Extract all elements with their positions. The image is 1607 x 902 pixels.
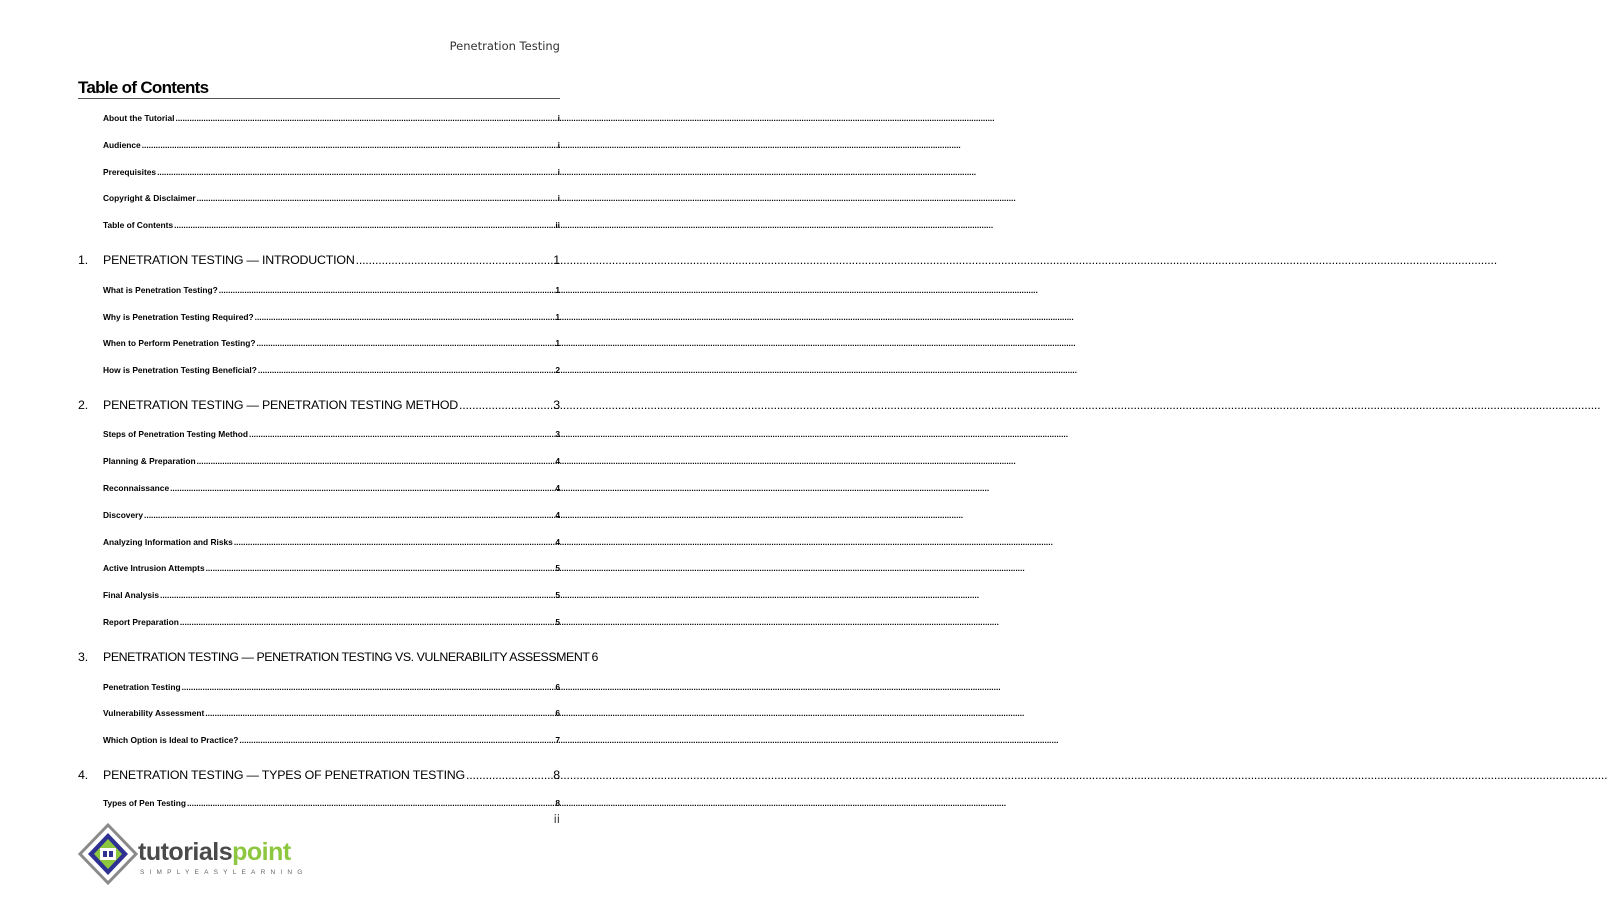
dot-leader bbox=[180, 617, 554, 627]
toc-entry-page: 5 bbox=[555, 590, 560, 600]
toc-entry-text: About the Tutorial bbox=[103, 113, 175, 123]
toc-chapter[interactable] bbox=[78, 650, 599, 664]
svg-text:tutorialspoint: tutorialspoint bbox=[138, 838, 291, 866]
chapter-number: 1. bbox=[78, 253, 88, 267]
toc-entry[interactable] bbox=[103, 113, 560, 123]
tutorialspoint-logo bbox=[76, 822, 308, 886]
toc-entry[interactable] bbox=[103, 798, 560, 808]
toc-chapter[interactable] bbox=[78, 398, 560, 412]
toc-entry-text: When to Perform Penetration Testing? bbox=[103, 338, 256, 348]
dot-leader bbox=[182, 682, 555, 692]
toc-entry-page: i bbox=[557, 113, 560, 123]
dot-leader bbox=[174, 220, 554, 230]
dot-leader bbox=[206, 563, 555, 573]
toc-entry-text: Copyright & Disclaimer bbox=[103, 193, 196, 203]
toc-entry-text: Active Intrusion Attempts bbox=[103, 563, 205, 573]
toc-entry-text: Final Analysis bbox=[103, 590, 160, 600]
chapter-number: 3. bbox=[78, 650, 88, 664]
toc-entry-text: Types of Pen Testing bbox=[103, 798, 186, 808]
toc-entry-page: 6 bbox=[555, 682, 560, 692]
chapter-page: 8 bbox=[553, 768, 560, 782]
toc-entry-page: 4 bbox=[555, 537, 560, 547]
svg-text:SIMPLYEASYLEARNING: SIMPLYEASYLEARNING bbox=[140, 869, 308, 876]
toc-entry-page: 5 bbox=[555, 617, 560, 627]
page-number: ii bbox=[553, 812, 560, 826]
toc-entry-page: 4 bbox=[555, 483, 560, 493]
toc-entry[interactable] bbox=[103, 537, 560, 547]
toc-entry-text: What is Penetration Testing? bbox=[103, 285, 218, 295]
toc-entry[interactable] bbox=[103, 708, 560, 718]
toc-entry-page: 4 bbox=[555, 456, 560, 466]
toc-entry[interactable] bbox=[103, 682, 560, 692]
toc-entry-page: 7 bbox=[555, 735, 560, 745]
toc-entry-text: Penetration Testing bbox=[103, 682, 181, 692]
toc-entry[interactable] bbox=[103, 563, 560, 573]
toc-entry[interactable] bbox=[103, 338, 560, 348]
toc-heading: Table of Contents bbox=[78, 78, 209, 97]
toc-entry-page: 2 bbox=[555, 365, 560, 375]
heading-rule bbox=[78, 98, 560, 99]
dot-leader bbox=[466, 768, 552, 782]
toc-entry-page: i bbox=[557, 167, 560, 177]
dot-leader bbox=[142, 140, 557, 150]
toc-entry-page: 6 bbox=[555, 708, 560, 718]
dot-leader bbox=[356, 253, 553, 267]
dot-leader bbox=[144, 510, 554, 520]
toc-entry[interactable] bbox=[103, 220, 560, 230]
toc-entry[interactable] bbox=[103, 429, 560, 439]
dot-leader bbox=[256, 338, 554, 348]
chapter-title: PENETRATION TESTING — PENETRATION TESTING VS. VULNERABILITY ASSESSMENT bbox=[103, 650, 590, 664]
toc-entry[interactable] bbox=[103, 456, 560, 466]
toc-entry-page: 8 bbox=[555, 798, 560, 808]
toc-entry[interactable] bbox=[103, 483, 560, 493]
toc-entry-text: Vulnerability Assessment bbox=[103, 708, 205, 718]
chapter-number: 4. bbox=[78, 768, 88, 782]
toc-entry[interactable] bbox=[103, 735, 560, 745]
toc-entry-text: Audience bbox=[103, 140, 141, 150]
dot-leader bbox=[160, 590, 554, 600]
toc-entry-page: 3 bbox=[555, 429, 560, 439]
dot-leader bbox=[187, 798, 554, 808]
dot-leader bbox=[176, 113, 557, 123]
chapter-title: PENETRATION TESTING — PENETRATION TESTING METHOD bbox=[103, 398, 459, 412]
toc-entry-text: Report Preparation bbox=[103, 617, 179, 627]
toc-entry-text: Reconnaissance bbox=[103, 483, 170, 493]
dot-leader bbox=[234, 537, 554, 547]
toc-entry-text: Why is Penetration Testing Required? bbox=[103, 312, 254, 322]
dot-leader bbox=[249, 429, 554, 439]
dot-leader bbox=[258, 365, 554, 375]
toc-entry-text: Planning & Preparation bbox=[103, 456, 196, 466]
toc-entry-text: Prerequisites bbox=[103, 167, 157, 177]
toc-entry-page: ii bbox=[555, 220, 560, 230]
toc-entry[interactable] bbox=[103, 193, 560, 203]
chapter-page: 3 bbox=[553, 398, 560, 412]
toc-entry-page: 5 bbox=[555, 563, 560, 573]
chapter-page: 6 bbox=[591, 650, 599, 664]
toc-entry[interactable] bbox=[103, 312, 560, 322]
toc-entry-page: 1 bbox=[555, 285, 560, 295]
toc-entry-page: i bbox=[557, 193, 560, 203]
toc-entry-text: Analyzing Information and Risks bbox=[103, 537, 233, 547]
toc-entry[interactable] bbox=[103, 167, 560, 177]
toc-entry-text: Which Option is Ideal to Practice? bbox=[103, 735, 239, 745]
toc-entry[interactable] bbox=[103, 617, 560, 627]
chapter-title: PENETRATION TESTING — TYPES OF PENETRATION TESTING bbox=[103, 768, 465, 782]
toc-entry-page: 4 bbox=[555, 510, 560, 520]
toc-entry-text: How is Penetration Testing Beneficial? bbox=[103, 365, 257, 375]
toc-entry-text: Discovery bbox=[103, 510, 144, 520]
running-header: Penetration Testing bbox=[449, 39, 560, 53]
toc-chapter[interactable] bbox=[78, 253, 560, 267]
dot-leader bbox=[255, 312, 555, 322]
toc-entry[interactable] bbox=[103, 510, 560, 520]
dot-leader bbox=[219, 285, 555, 295]
toc-entry-page: i bbox=[557, 140, 560, 150]
toc-entry-page: 1 bbox=[555, 312, 560, 322]
dot-leader bbox=[239, 735, 554, 745]
dot-leader bbox=[170, 483, 554, 493]
toc-chapter[interactable] bbox=[78, 768, 560, 782]
toc-entry-page: 1 bbox=[555, 338, 560, 348]
dot-leader bbox=[459, 398, 552, 412]
chapter-page: 1 bbox=[553, 253, 560, 267]
dot-leader bbox=[197, 193, 557, 203]
chapter-number: 2. bbox=[78, 398, 88, 412]
dot-leader bbox=[205, 708, 554, 718]
chapter-title: PENETRATION TESTING — INTRODUCTION bbox=[103, 253, 355, 267]
toc-entry[interactable] bbox=[103, 365, 560, 375]
logo-emblem-icon bbox=[80, 825, 136, 883]
toc-entry-text: Steps of Penetration Testing Method bbox=[103, 429, 249, 439]
dot-leader bbox=[157, 167, 557, 177]
toc-entry[interactable] bbox=[103, 140, 560, 150]
toc-entry[interactable] bbox=[103, 590, 560, 600]
dot-leader bbox=[197, 456, 555, 466]
toc-entry-text: Table of Contents bbox=[103, 220, 174, 230]
toc-entry[interactable] bbox=[103, 285, 560, 295]
